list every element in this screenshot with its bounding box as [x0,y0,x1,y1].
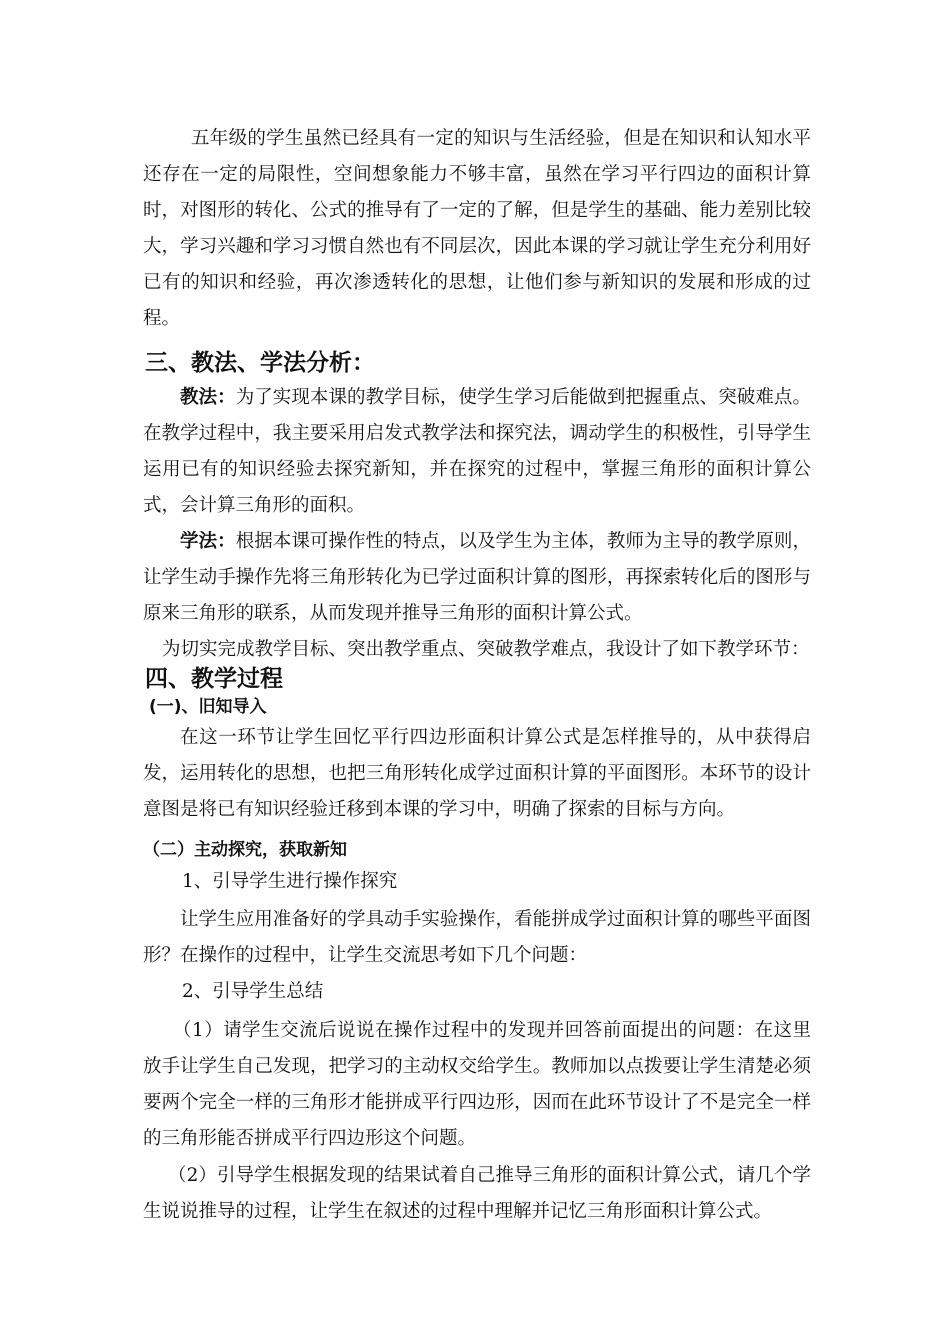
section-heading-4: 四、教学过程 [145,666,283,692]
question-2-paragraph: （2）引导学生根据发现的结果试着自己推导三角形的面积计算公式，请几个学生说说推导的过程，让学生在叙述的过程中理解并记忆三角形面积计算公式。 [143,1165,811,1222]
subheading-2: （二）主动探究，获取新知 [143,840,347,860]
item-1-paragraph: 让学生应用准备好的学具动手实验操作，看能拼成学过面积计算的哪些平面图形？在操作的过程中，让学生交流思考如下几个问题： [143,909,811,966]
teaching-method-label: 教法： [180,387,236,408]
learning-method-label: 学法： [180,531,236,552]
section-heading-3: 三、教法、学法分析： [145,350,375,376]
teaching-method-text: 为了实现本课的教学目标，使学生学习后能做到把握重点、突破难点。在教学过程中，我主要采用启发式教学法和探究法，调动学生的积极性，引导学生运用已有的知识经验去探究新知，并在探究的过程中，掌握三角形的面积计算公式，会计算三角形的面积。 [143,387,811,516]
review-paragraph: 在这一环节让学生回忆平行四边形面积计算公式是怎样推导的，从中获得启发，运用转化的思想，也把三角形转化成学过面积计算的平面图形。本环节的设计意图是将已有知识经验迁移到本课的学习中，明确了探索的目标与方向。 [143,727,811,820]
learning-method-text: 根据本课可操作性的特点，以及学生为主体，教师为主导的教学原则，让学生动手操作先将三角形转化为已学过面积计算的图形，再探索转化后的图形与原来三角形的联系，从而发现并推导三角形的面积计算公式。 [143,531,811,624]
transition-line: 为切实完成教学目标、突出教学重点、突破教学难点，我设计了如下教学环节： [162,639,810,660]
learning-method-paragraph [143,524,811,632]
intro-paragraph: 五年级的学生虽然已经具有一定的知识与生活经验，但是在知识和认知水平还存在一定的局限性，空间想象能力不够丰富，虽然在学习平行四边的面积计算时，对图形的转化、公式的推导有了一定的了解，但是学生的基础、能力差别比较大，学习兴趣和学习习惯自然也有不同层次，因此本课的学习就让学生充分利用好已有的知识和经验，再次渗透转化的思想，让他们参与新知识的发展和形成的过程。 [143,128,811,329]
item-1-heading: 1、引导学生进行操作探究 [182,871,398,892]
item-2-heading: 2、引导学生总结 [182,981,324,1002]
subheading-1: (一)、旧知导入 [149,697,267,717]
question-1-paragraph: （1）请学生交流后说说在操作过程中的发现并回答前面提出的问题：在这里放手让学生自己发现，把学习的主动权交给学生。教师加以点拨要让学生清楚必须要两个完全一样的三角形才能拼成平行四边形，因而在此环节设计了不是完全一样的三角形能否拼成平行四边形这个问题。 [143,1020,811,1149]
teaching-method-paragraph [143,380,811,524]
